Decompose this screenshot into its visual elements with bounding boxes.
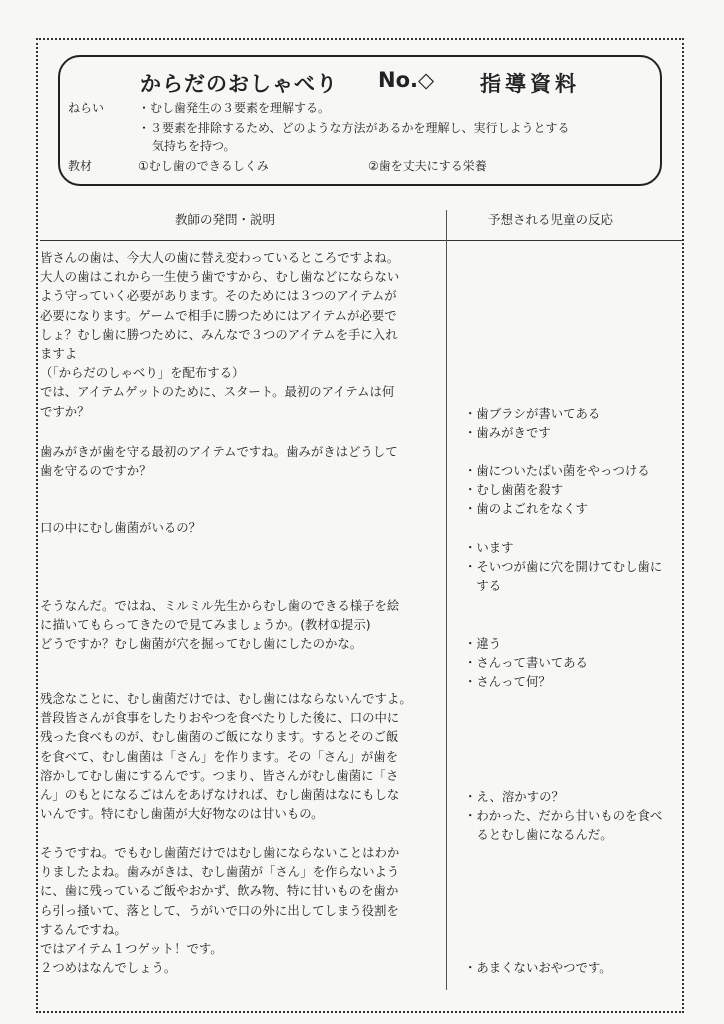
teacher-line: に、歯に残っているご飯やおかず、飲み物、特に甘いものを歯か [40, 883, 399, 899]
response-line: ・そいつが歯に穴を開けてむし歯に [464, 559, 663, 574]
aim-line-3: 気持ちを持つ。 [152, 139, 236, 153]
material-label: 教材 [68, 159, 93, 173]
teacher-line: よう守っていく必要があります。そのためには３つのアイテムが [40, 288, 397, 304]
teacher-line: ら引っ掻いて、落として、うがいで口の外に出してしまう役割を [40, 902, 399, 918]
response-line: ・むし歯菌を殺す [464, 482, 564, 497]
teacher-line: に描いてもらってきたので見てみましょうか。(教材①提示) [40, 617, 371, 633]
teacher-line: りましたよね。歯みがきは、むし歯菌が「さん」を作らないよう [40, 864, 400, 880]
material-item-2: ②歯を丈夫にする栄養 [368, 159, 487, 173]
teacher-line: 溶かしてむし歯にするんです。つまり、皆さんがむし歯菌に「さ [40, 767, 399, 783]
teacher-line: そうなんだ。ではね、ミルミル先生からむし歯のできる様子を絵 [40, 598, 400, 613]
teacher-line: では、アイテムゲットのために、スタート。最初のアイテムは何 [40, 384, 395, 400]
response-block-1 [464, 404, 682, 442]
response-block-2 [464, 461, 682, 518]
teacher-line: どうですか？むし歯菌が穴を掘ってむし歯にしたのかな。 [40, 636, 363, 652]
teacher-block-acid [40, 689, 445, 823]
teacher-line: ですか？ [40, 403, 90, 419]
teacher-line: ますよ [40, 345, 78, 361]
teacher-block-brushing [40, 442, 445, 480]
title-row [0, 68, 724, 98]
response-line: ・わかった、だから甘いものを食べ [464, 808, 663, 823]
teacher-line: 皆さんの歯は、今大人の歯に替え変わっているところですよね。 [40, 250, 400, 265]
response-block-4 [464, 634, 682, 691]
response-line: する [464, 578, 502, 593]
column-header-response: 予想される児童の反応 [488, 212, 614, 227]
teacher-line: 残念なことに、むし歯菌だけでは、むし歯にはならないんですよ。 [40, 691, 412, 706]
response-line: ・違う [464, 636, 502, 651]
teacher-line: そうですね。でもむし歯菌だけではむし歯にならないことはわか [40, 845, 400, 860]
teacher-line: ではアイテム１つゲット！です。 [40, 940, 223, 956]
response-line: ・あまくないおやつです。 [464, 960, 612, 975]
teacher-line: しょ？むし歯に勝つために、みんなで３つのアイテムを手に入れ [40, 326, 398, 342]
teacher-line: 口の中にむし歯菌がいるの？ [40, 520, 202, 535]
teacher-line: ２つめはなんでしょう。 [40, 960, 177, 976]
response-line: ・歯についたばい菌をやっつける [464, 463, 650, 478]
teacher-line: 必要になります。ゲームで相手に勝つためにはアイテムが必要で [40, 307, 397, 323]
response-line: ・さんって書いてある [464, 655, 588, 670]
response-line: ・さんって何？ [464, 674, 551, 689]
response-block-3 [464, 538, 682, 595]
teacher-line: 大人の歯はこれから一生使う歯ですから、むし歯などにならない [40, 269, 400, 285]
response-line: ・います [464, 540, 514, 555]
aim-line-1: ・むし歯発生の３要素を理解する。 [138, 101, 331, 115]
response-block-6 [464, 958, 682, 977]
teacher-line: 残った食べものが、むし歯菌のご飯になります。するとそのご飯 [40, 729, 399, 745]
response-line: ・歯ブラシが書いてある [464, 406, 601, 421]
response-line: ・え、溶かすの？ [464, 789, 564, 804]
aim-label: ねらい [68, 101, 105, 115]
teacher-block-summary [40, 843, 445, 977]
page-title: からだのおしゃべり [140, 72, 338, 96]
column-header-row [0, 210, 724, 234]
teacher-line: 歯みがきが歯を守る最初のアイテムですね。歯みがきはどうして [40, 444, 398, 459]
response-line: ・歯のよごれをなくす [464, 501, 588, 516]
response-block-5 [464, 787, 682, 844]
teacher-line: を食べて、むし歯菌は「さん」を作ります。その「さん」が歯を [40, 748, 399, 764]
column-divider [446, 210, 447, 990]
aim-line-2: ・３要素を排除するため、どのような方法があるかを理解し、実行しようとする [138, 121, 570, 135]
teacher-line: 歯を守るのですか？ [40, 463, 152, 479]
teacher-line: いんです。特にむし歯菌が大好物なのは甘いもの。 [40, 806, 324, 822]
teacher-line: 普段皆さんが食事をしたりおやつを食べたりした後に、口の中に [40, 710, 400, 726]
teacher-line: するんですね。 [40, 921, 127, 937]
teacher-line: （「からだのしゃべり」を配布する） [40, 365, 245, 381]
teacher-block-material-1 [40, 596, 445, 654]
response-line: るとむし歯になるんだ。 [464, 827, 613, 842]
issue-number: No.◇ [378, 68, 435, 92]
teacher-line: ん」のもとになるごはんをあげなければ、むし歯菌はなにもしな [40, 786, 400, 802]
response-line: ・歯みがきです [464, 425, 551, 440]
teacher-block-intro [40, 248, 445, 421]
material-item-1: ①むし歯のできるしくみ [138, 159, 269, 173]
header-divider [40, 240, 682, 241]
column-header-teacher: 教師の発問・説明 [175, 212, 276, 227]
document-type: 指導資料 [480, 72, 580, 96]
teacher-block-germs [40, 518, 445, 537]
